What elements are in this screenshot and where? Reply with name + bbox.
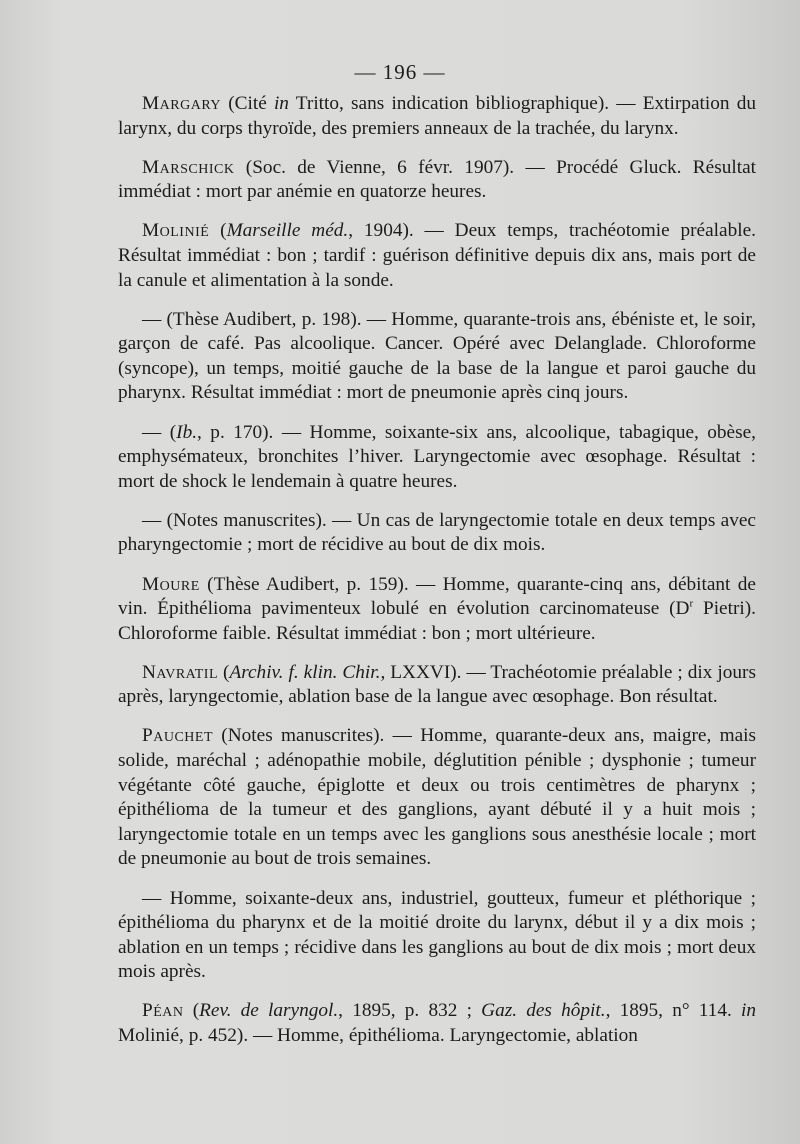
entry-text: (: [218, 661, 230, 683]
entry-paragraph: [118, 999, 756, 1048]
italic-text: Marseille méd.: [226, 220, 349, 242]
italic-text: Ib.: [176, 421, 198, 443]
entry-text: , 1895, n° 114.: [605, 1000, 741, 1022]
entry-paragraph: [118, 887, 756, 985]
italic-text: Archiv. f. klin. Chir.: [229, 661, 381, 683]
entry-text: Pietri). Chloroforme faible. Résultat immédiat : bon ; mort ultérieure.: [118, 598, 756, 644]
superscript-text: r: [689, 597, 694, 610]
entry-text: (: [183, 1000, 200, 1022]
entry-paragraph: [118, 509, 756, 558]
entry-paragraph: [118, 724, 756, 872]
entry-text: , p. 170). — Homme, soixante-six ans, alcoolique, tabagique, obèse, emphysémateux, bronchites l’hiver. Laryngectomie avec œsophage. Résultat : mort de shock le lendemain à quatre heures.: [118, 421, 756, 492]
italic-text: Rev. de laryngol.: [199, 1000, 339, 1022]
entry-text: , LXXVI). — Trachéotomie préalable ; dix jours après, laryngectomie, ablation base de la langue avec œsophage. Bon résultat.: [118, 661, 756, 708]
entry-text: , 1895, p. 832 ;: [338, 1000, 482, 1022]
entry-text: Tritto, sans indication bibliographique). — Extirpation du larynx, du corps thyroïde, des premiers anneaux de la trachée, du larynx.: [118, 93, 756, 139]
entry-paragraph: [118, 219, 756, 293]
entry-text: — (Notes manuscrites). — Un cas de laryngectomie totale en deux temps avec pharyngectomie ; mort de récidive au bout de dix mois.: [118, 509, 756, 556]
entry-text: (: [209, 220, 227, 242]
author-name: Molinié: [142, 220, 210, 242]
italic-text: in: [273, 93, 289, 114]
entry-paragraph: [118, 421, 756, 495]
entry-text: (Notes manuscrites). — Homme, quarante-deux ans, maigre, mais solide, maréchal ; adénopathie mobile, déglutition pénible ; dysphonie ; tumeur végétante côté gauche, épiglotte et deux ou trois centimètres de pharynx ; épithélioma de la tumeur et des ganglions, ayant débuté il y a huit mois ; laryngectomie totale en un temps avec les ganglions sous anesthésie locale ; mort de pneumonie au bout de trois semaines.: [118, 725, 756, 870]
entry-paragraph: [118, 92, 756, 141]
page-number: — 196 —: [354, 60, 446, 84]
author-name: Margary: [142, 93, 221, 114]
entry-paragraph: [118, 661, 756, 710]
author-name: Navratil: [142, 661, 219, 683]
entry-text: — Homme, soixante-deux ans, industriel, goutteux, fumeur et pléthorique ; épithélioma du pharynx et de la moitié droite du larynx, début il y a dix mois ; ablation en un temps ; récidive dans les ganglions au bout de dix mois ; mort deux mois après.: [118, 887, 756, 983]
entry-text: Molinié, p. 452). — Homme, épithélioma. Laryngectomie, ablation: [118, 1025, 638, 1046]
document-body: [118, 92, 756, 1063]
entry-text: — (Thèse Audibert, p. 198). — Homme, quarante-trois ans, ébéniste et, le soir, garçon de café. Pas alcoolique. Cancer. Opéré avec Delanglade. Chloroforme (syncope), un temps, moitié gauche de la base de la langue et paroi gauche du pharynx. Résultat immédiat : mort de pneumonie après cinq jours.: [118, 308, 756, 404]
author-name: Péan: [142, 1000, 184, 1022]
entry-text: (Thèse Audibert, p. 159). — Homme, quarante-cinq ans, débitant de vin. Épithélioma pavimenteux lobulé en évolution carcinomateuse (D: [118, 573, 756, 620]
author-name: Pauchet: [142, 725, 213, 747]
italic-text: in: [741, 1000, 756, 1022]
entry-paragraph: [118, 308, 756, 406]
entry-text: (Cité: [221, 93, 274, 114]
entry-text: (Soc. de Vienne, 6 févr. 1907). — Procédé Gluck. Résultat immédiat : mort par anémie en quatorze heures.: [118, 156, 756, 203]
author-name: Moure: [142, 573, 200, 595]
entry-text: , 1904). — Deux temps, trachéotomie préalable. Résultat immédiat : bon ; tardif : guérison définitive depuis dix ans, mais port de la canule et alimentation à la sonde.: [118, 220, 756, 291]
entry-text: — (: [142, 421, 177, 443]
italic-text: Gaz. des hôpit.: [481, 1000, 606, 1022]
author-name: Marschick: [142, 156, 235, 178]
entry-paragraph: [118, 573, 756, 647]
entry-paragraph: [118, 156, 756, 205]
